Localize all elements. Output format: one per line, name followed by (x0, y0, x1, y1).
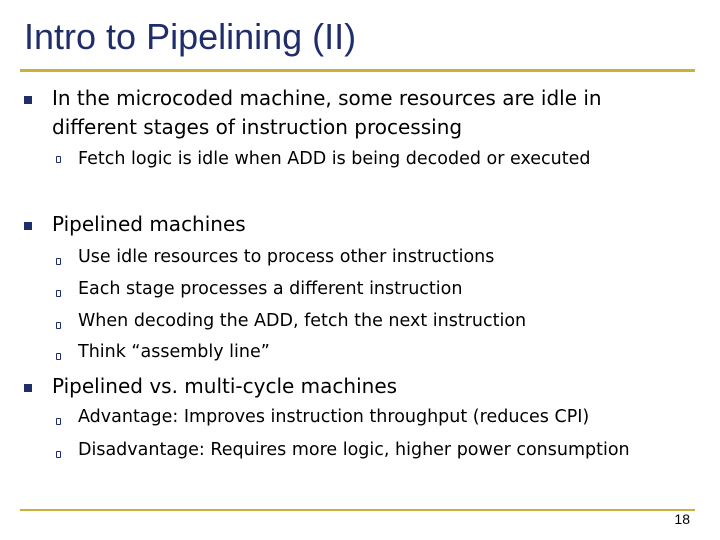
hollow-square-bullet-icon (56, 353, 61, 360)
hollow-square-bullet-icon (56, 451, 61, 458)
hollow-square-bullet-icon (56, 156, 61, 163)
footer-divider (20, 509, 695, 511)
bullet-text: In the microcoded machine, some resources are idle in (52, 86, 602, 110)
sub-bullet-text: When decoding the ADD, fetch the next instruction (78, 311, 527, 331)
bullet-text: different stages of instruction processing (52, 115, 463, 139)
sub-bullet-text: Advantage: Improves instruction throughput (reduces CPI) (78, 407, 590, 427)
bullet-text: Pipelined vs. multi-cycle machines (52, 374, 398, 398)
sub-bullet-text: Each stage processes a different instruction (78, 279, 463, 299)
sub-bullet-text: Use idle resources to process other instructions (78, 247, 495, 267)
hollow-square-bullet-icon (56, 418, 61, 425)
hollow-square-bullet-icon (56, 322, 61, 329)
square-bullet-icon (24, 96, 32, 104)
square-bullet-icon (24, 384, 32, 392)
sub-bullet-text: Think “assembly line” (78, 342, 270, 362)
hollow-square-bullet-icon (56, 258, 61, 265)
slide-title: Intro to Pipelining (II) (24, 16, 357, 57)
square-bullet-icon (24, 222, 32, 230)
sub-bullet-text: Disadvantage: Requires more logic, higher power consumption (78, 440, 630, 460)
sub-bullet-text: Fetch logic is idle when ADD is being decoded or executed (78, 149, 591, 169)
bullet-text: Pipelined machines (52, 212, 246, 236)
page-number: 18 (674, 511, 690, 527)
hollow-square-bullet-icon (56, 290, 61, 297)
